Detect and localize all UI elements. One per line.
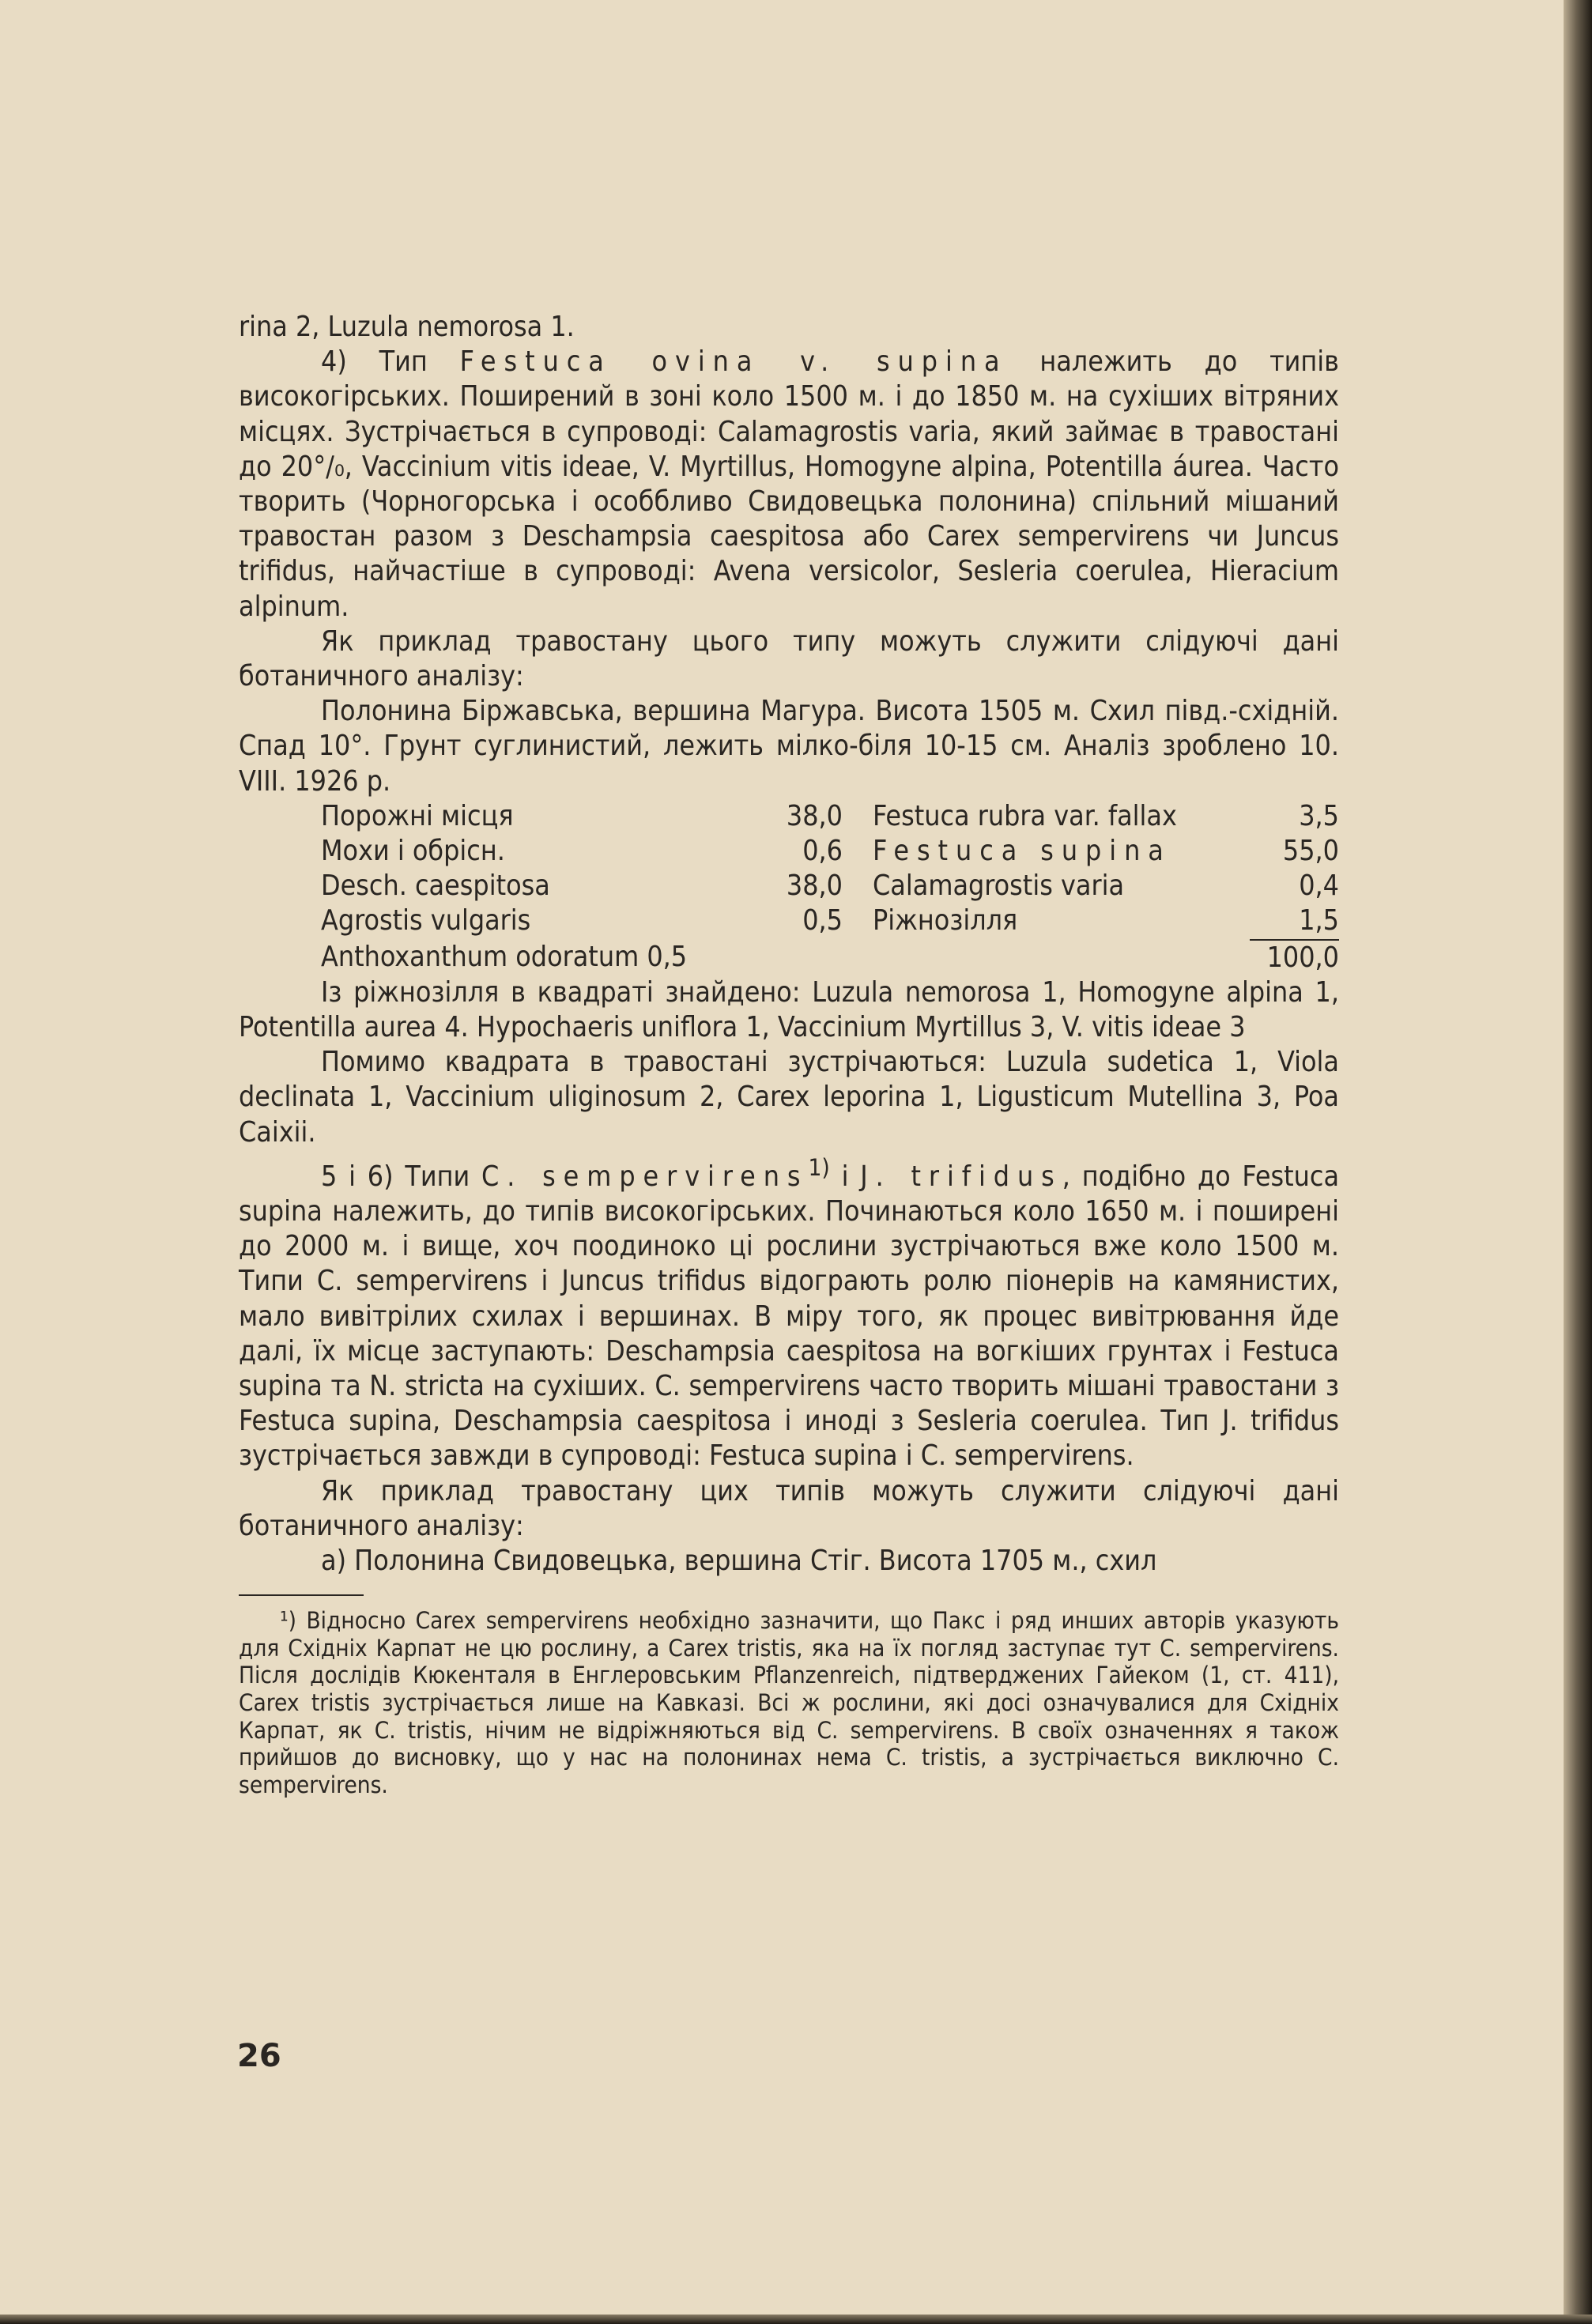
table-row: Anthoxanthum odoratum 0,5 100,0: [321, 940, 1339, 975]
species-name: J. trifidus: [860, 1160, 1062, 1193]
page-number: 26: [237, 2038, 281, 2074]
paragraph-continuation: rina 2, Luzula nemorosa 1.: [239, 311, 575, 343]
paragraph-mixed-herbs: Із ріжнозілля в квадраті знайдено: Luzula nemorosa 1, Homogyne alpina 1, Potentilla aurea 4. Hypochaeris uniflora 1, Vaccinium Myrtillus 3, V. vitis ideae 3: [239, 975, 1339, 1044]
paragraph-besides-quadrat: Помимо квадрата в травостані зустрічаються: Luzula sudetica 1, Viola declinata 1, Vaccinium uliginosum 2, Carex leporina 1, Ligusticum Mutellina 3, Poa Caixii.: [239, 1046, 1339, 1149]
page-bottom-edge: [0, 2315, 1592, 2324]
footnote: ¹) Відносно Carex sempervirens необхідно зазначити, що Пакс і ряд инших авторів указують для Східніх Карпат не цю рослину, а Carex tristis, яка на їх погляд заступає тут C. sempervirens. Після дослідів Кюкенталя в Енглеровським Pflanzenreich, підтверджених Гайеком (1, ст. 411), Carex tristis зустрічається лише на Кавказі. Всі ж рослини, які досі означувалися для Східніх Карпат, як C. tristis, нічим не відріжняються від C. sempervirens. В своїх означеннях я також прийшов до висновку, що у нас на полонинах нема C. tristis, а зустрічається виключно C. sempervirens.: [239, 1607, 1339, 1798]
paragraph-type-5-6: 5 і 6) Типи C. sempervirens$^{1)}$ і J. trifidus, подібно до Festuca supina належить, до типів високогірських. Починаються коло 1650 м. і поширені до 2000 м. і вище, хоч поодиноко ці рослини зустрічаються вже коло 1500 м. Типи C. sempervirens і Juncus trifidus відограють ролю піонерів на камянистих, мало вивітрілих схилах і вершинах. В міру того, як процес вивітрювання йде далі, їх місце заступають: Deschampsia caespitosa на вогкіших грунтах і Festuca supina та N. stricta на сухіших. C. sempervirens часто творить мішані травостани з Festuca supina, Deschampsia caespitosa і иноді з Sesleria coerulea. Тип J. trifidus зустрічається завжди в супроводі: Festuca supina і C. sempervirens.: [239, 1153, 1340, 1473]
species-name: Festuca ovina v. supina: [459, 345, 1008, 379]
body-text: [239, 310, 1339, 1798]
table-row: Мохи і обрісн. 0,6 Festuca supina 55,0: [321, 835, 1339, 868]
analysis-table: [321, 799, 1339, 975]
footnote-ref: 1): [808, 1153, 830, 1181]
paragraph-type-4: 4) Тип Festuca ovina v. supina належить до типів високогірських. Поширений в зоні коло 1500 м. і до 1850 м. на сухіших вітряних місцях. Зустрічається в супроводі: Calamagrostis varia, який займає в травостані до 20°/₀, Vaccinium vitis ideae, V. Myrtillus, Homogyne alpina, Potentilla áurea. Часто творить (Чорногорська і особбливо Свидовецька полонина) спільний мішаний травостан разом з Deschampsia caespitosa або Carex sempervirens чи Juncus trifidus, найчастіше в супроводі: Avena versicolor, Sesleria coerulea, Hieracium alpinum.: [239, 345, 1339, 623]
species-name: C. sempervirens: [481, 1160, 809, 1193]
paragraph-site-description-2: а) Полонина Свидовецька, вершина Стіг. Висота 1705 м., схил: [321, 1544, 1157, 1577]
paragraph-example-intro: Як приклад травостану цього типу можуть служити слідуючі дані ботаничного аналізу:: [239, 624, 1339, 693]
footnote-divider: [239, 1594, 364, 1596]
table-row: Agrostis vulgaris 0,5 Ріжнозілля 1,5: [321, 904, 1339, 938]
paragraph-site-description: Полонина Біржавська, вершина Магура. Висота 1505 м. Схил півд.-східній. Спад 10°. Грунт суглинистий, лежить мілко-біля 10-15 см. Аналіз зроблено 10. VIII. 1926 р.: [239, 695, 1339, 798]
page-edge-shadow: [1564, 0, 1592, 2324]
table-total: 100,0: [1250, 940, 1339, 975]
paragraph-example-intro-2: Як приклад травостану цих типів можуть служити слідуючі дані ботаничного аналізу:: [239, 1474, 1339, 1542]
table-row: Порожні місця 38,0 Festuca rubra var. fallax 3,5: [321, 799, 1339, 832]
table-row: Desch. caespitosa 38,0 Calamagrostis varia 0,4: [321, 870, 1339, 903]
